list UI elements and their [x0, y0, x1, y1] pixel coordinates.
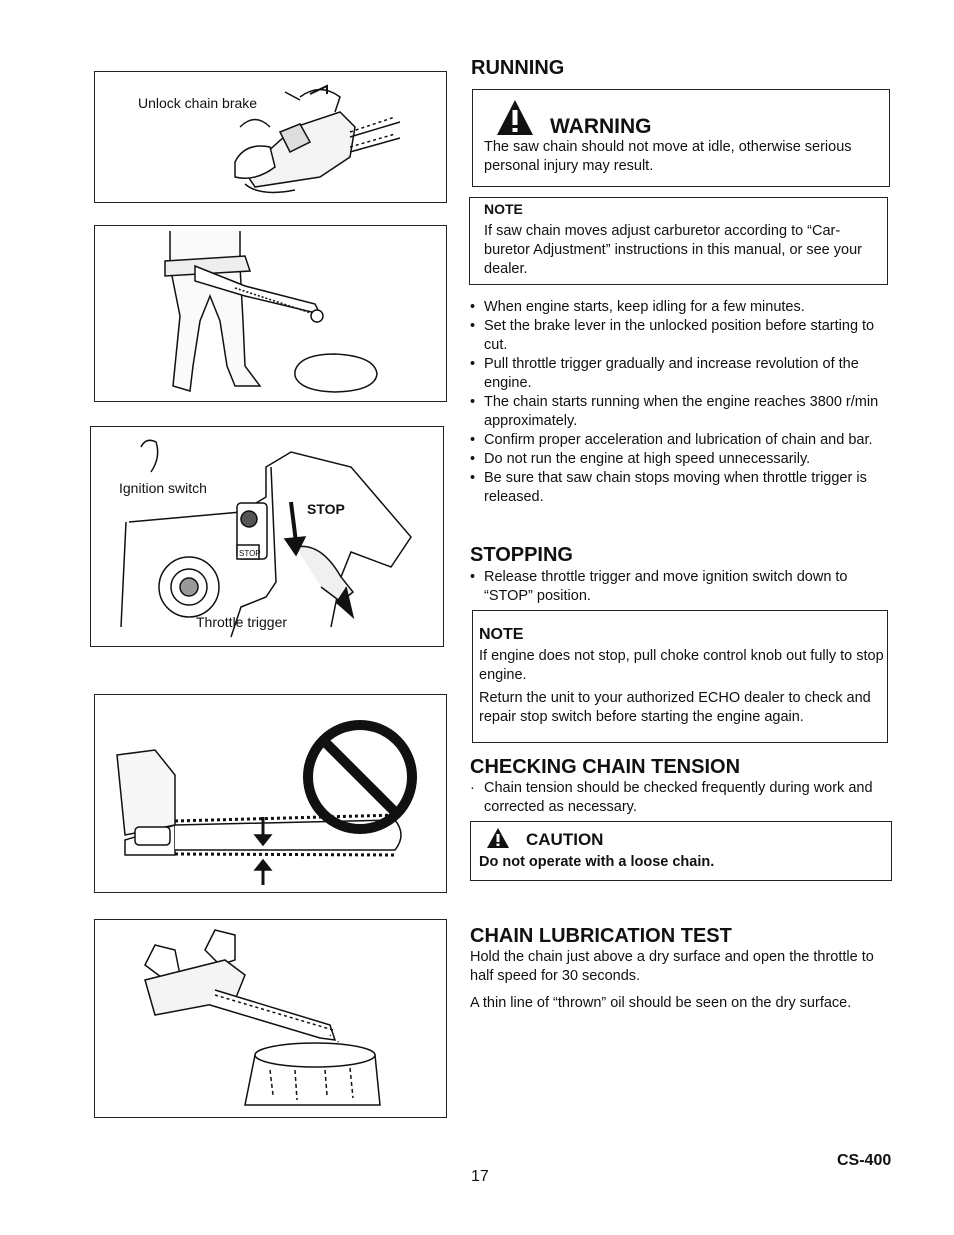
stopping-note-title: NOTE: [479, 626, 524, 643]
unlock-chain-brake-label: Unlock chain brake: [138, 95, 258, 111]
operator-stance-illustration: [95, 226, 447, 402]
caution-text: Do not operate with a loose chain.: [479, 854, 715, 870]
page-number: 17: [471, 1168, 489, 1185]
chain-tension-bullets: [470, 779, 890, 817]
figure-operator-stance: [94, 225, 447, 402]
list-item: • Pull throttle trigger gradually and increase revolution of the engine.: [470, 355, 890, 393]
stopping-note-text-2: Return the unit to your authorized ECHO dealer to check and repair stop switch before starting the engine again.: [479, 690, 871, 725]
warning-triangle-icon: [495, 98, 535, 138]
list-item: • Confirm proper acceleration and lubrication of chain and bar.: [470, 431, 890, 450]
caution-triangle-icon: [486, 827, 510, 849]
warning-box: [472, 89, 890, 187]
lubrication-text-1: Hold the chain just above a dry surface and open the throttle to half speed for 30 seconds.: [470, 949, 874, 984]
throttle-trigger-label: Throttle trigger: [196, 614, 288, 630]
figure-unlock-chain-brake: [94, 71, 447, 203]
figure-lubrication-test: [94, 919, 447, 1118]
list-item: • Set the brake lever in the unlocked position before starting to cut.: [470, 317, 890, 355]
list-item: • Release throttle trigger and move ignition switch down to “STOP” position.: [470, 568, 890, 606]
warning-title: WARNING: [550, 115, 652, 138]
running-note-title: NOTE: [484, 201, 523, 217]
chainsaw-brake-illustration: [95, 72, 447, 203]
chain-tension-heading: CHECKING CHAIN TENSION: [470, 756, 741, 778]
ignition-switch-label: Ignition switch: [119, 480, 207, 496]
figure-chain-tension: [94, 694, 447, 893]
caution-title: CAUTION: [526, 830, 604, 849]
stopping-heading: STOPPING: [470, 544, 573, 566]
lubrication-test-illustration: [95, 920, 447, 1118]
stopping-note-box: [472, 610, 888, 743]
chain-tension-illustration: [95, 695, 447, 893]
lubrication-text-2: A thin line of “thrown” oil should be seen on the dry surface.: [470, 995, 852, 1011]
stopping-bullets: [470, 568, 890, 606]
list-item: • Do not run the engine at high speed unnecessarily.: [470, 450, 890, 469]
list-item: • The chain starts running when the engine reaches 3800 r/min approximately.: [470, 393, 890, 431]
running-note-text: If saw chain moves adjust carburetor according to “Car-buretor Adjustment” instructions in this manual, or see your dealer.: [484, 223, 862, 277]
stop-label: STOP: [307, 501, 345, 517]
running-heading: RUNNING: [471, 57, 565, 79]
caution-box: [470, 821, 892, 881]
list-item: · Chain tension should be checked frequently during work and corrected as necessary.: [470, 779, 890, 817]
running-bullets: [470, 298, 890, 507]
list-item: • When engine starts, keep idling for a few minutes.: [470, 298, 890, 317]
stopping-note-text-1: If engine does not stop, pull choke control knob out fully to stop engine.: [479, 648, 884, 683]
lubrication-heading: CHAIN LUBRICATION TEST: [470, 925, 732, 947]
running-note-box: [469, 197, 888, 285]
warning-text: The saw chain should not move at idle, otherwise serious personal injury may result.: [484, 139, 852, 174]
stop-switch-marking: STOP: [239, 549, 261, 558]
list-item: • Be sure that saw chain stops moving when throttle trigger is released.: [470, 469, 890, 507]
figure-ignition-switch: [90, 426, 444, 647]
model-number: CS-400: [837, 1152, 892, 1169]
